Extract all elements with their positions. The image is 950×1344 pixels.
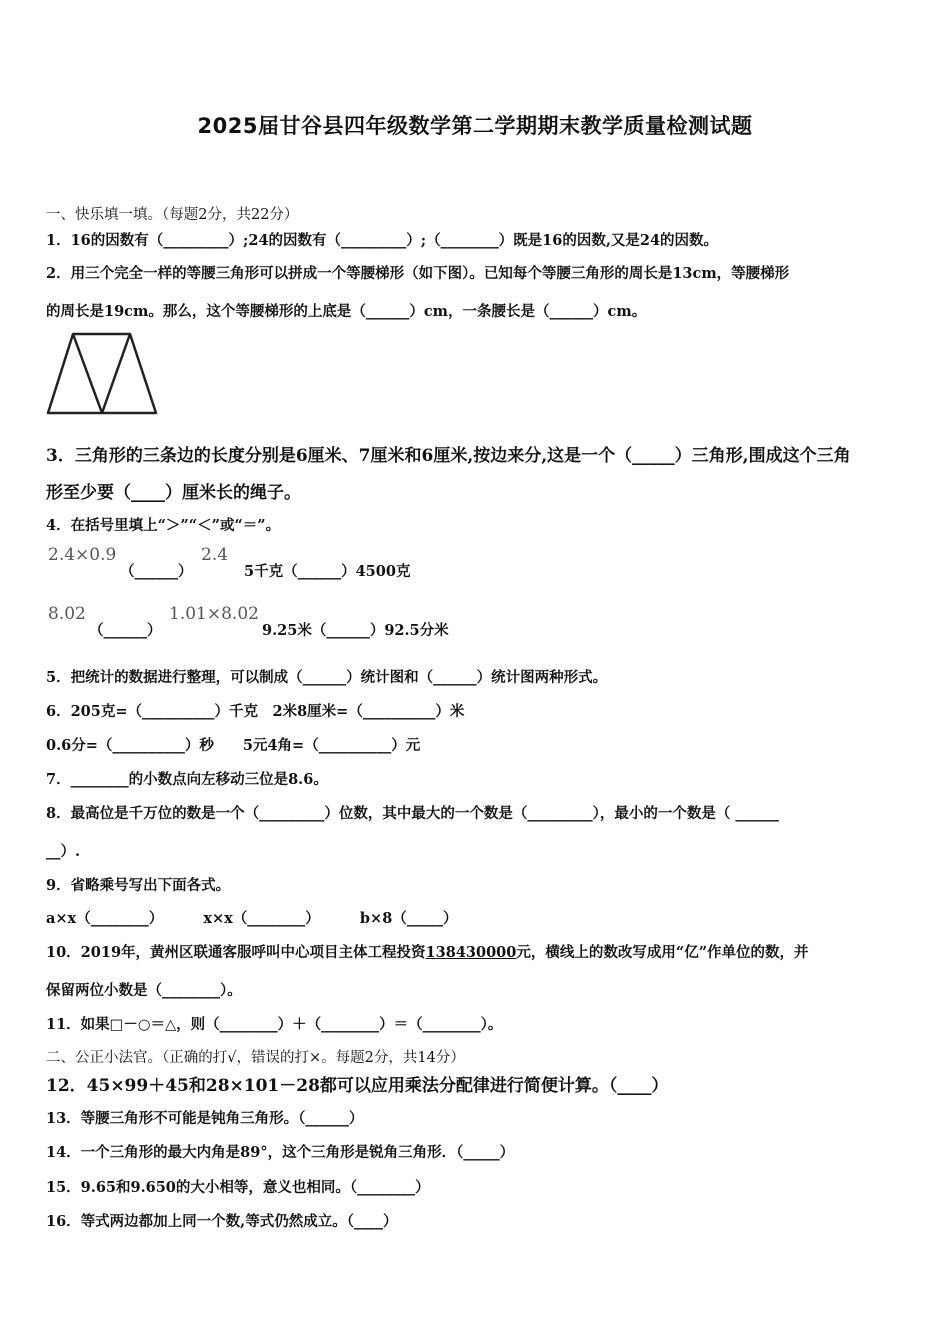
question-14: 14．一个三角形的最大内角是89°，这个三角形是锐角三角形．（_____）: [46, 1144, 515, 1161]
question-3-line-1: 3．三角形的三条边的长度分别是6厘米、7厘米和6厘米,按边来分,这是一个（_____）三角形,围成这个三角: [46, 446, 851, 466]
question-1: 1．16的因数有（_________）;24的因数有（_________）;（________）既是16的因数,又是24的因数。: [46, 232, 719, 249]
question-9: 9．省略乘号写出下面各式。: [46, 877, 231, 894]
question-12: 12．45×99＋45和28×101－28都可以应用乘法分配律进行简便计算。（____）: [46, 1076, 669, 1096]
question-3-line-2: 形至少要（____）厘米长的绳子。: [46, 483, 301, 503]
question-6-line-2: 0.6分=（__________）秒 5元4角=（__________）元: [46, 737, 421, 754]
q4-row1-expr-b: 2.4: [201, 545, 229, 565]
triangle-divider-left: [73, 334, 102, 413]
q4-row1-blank-a: （______）: [120, 563, 193, 580]
trapezoid-outline: [48, 334, 156, 413]
q4-row1-expr-a: 2.4×0.9: [48, 545, 117, 565]
q4-row2-expr-a: 8.02: [48, 604, 86, 624]
q9-item-1: a×x（________）: [46, 910, 164, 927]
section-2-heading: 二、公正小法官。（正确的打√，错误的打×。每题2分，共14分）: [46, 1050, 465, 1066]
q9-item-3: b×8（_____）: [359, 910, 458, 927]
q4-row2-expr-b: 1.01×8.02: [169, 604, 259, 624]
question-6-line-1: 6．205克=（__________）千克 2米8厘米=（__________）米: [46, 703, 465, 720]
question-16: 16．等式两边都加上同一个数,等式仍然成立。（____）: [46, 1213, 398, 1230]
question-11: 11．如果□－○＝△，则（________）＋（________）＝（________）。: [46, 1016, 503, 1033]
q4-row2-blank-a: （______）: [89, 622, 162, 639]
triangle-divider-right: [102, 334, 130, 413]
question-8-line-1: 8．最高位是千万位的数是一个（_________）位数，其中最大的一个数是（_________），最小的一个数是（ ______: [46, 805, 779, 822]
q9-item-2: x×x（________）: [203, 910, 320, 927]
q4-row1-item-c: 5千克（______）4500克: [244, 563, 411, 580]
question-2-line-1: 2．用三个完全一样的等腰三角形可以拼成一个等腰梯形（如下图）。已知每个等腰三角形的周长是13cm，等腰梯形: [46, 265, 790, 282]
section-1-heading: 一、快乐填一填。（每题2分，共22分）: [46, 207, 299, 223]
page-title: 2025届甘谷县四年级数学第二学期期末教学质量检测试题: [197, 114, 753, 138]
question-10-line-2: 保留两位小数是（________）。: [46, 982, 242, 999]
question-2-line-2: 的周长是19cm。那么，这个等腰梯形的上底是（______）cm，一条腰长是（______）cm。: [46, 303, 647, 320]
question-9-items: [46, 907, 458, 928]
question-15: 15．9.65和9.650的大小相等，意义也相同。（________）: [46, 1179, 430, 1196]
q10-text-before: 10．2019年，黄州区联通客服呼叫中心项目主体工程投资: [46, 944, 426, 961]
q4-row2-item-c: 9.25米（______）92.5分米: [262, 622, 449, 639]
question-8-line-2: __）.: [46, 843, 81, 860]
question-4: 4．在括号里填上“＞”“＜”或“＝”。: [46, 517, 281, 534]
question-5: 5．把统计的数据进行整理，可以制成（______）统计图和（______）统计图两种形式。: [46, 669, 608, 686]
question-13: 13．等腰三角形不可能是钝角三角形。（______）: [46, 1110, 364, 1127]
question-7: 7．________的小数点向左移动三位是8.6。: [46, 771, 328, 788]
q10-text-after: 元，横线上的数改写成用“亿”作单位的数，并: [516, 944, 809, 961]
trapezoid-figure: [46, 332, 160, 416]
q10-underlined-number: 138430000: [425, 944, 517, 961]
question-10-line-1: [46, 941, 809, 962]
